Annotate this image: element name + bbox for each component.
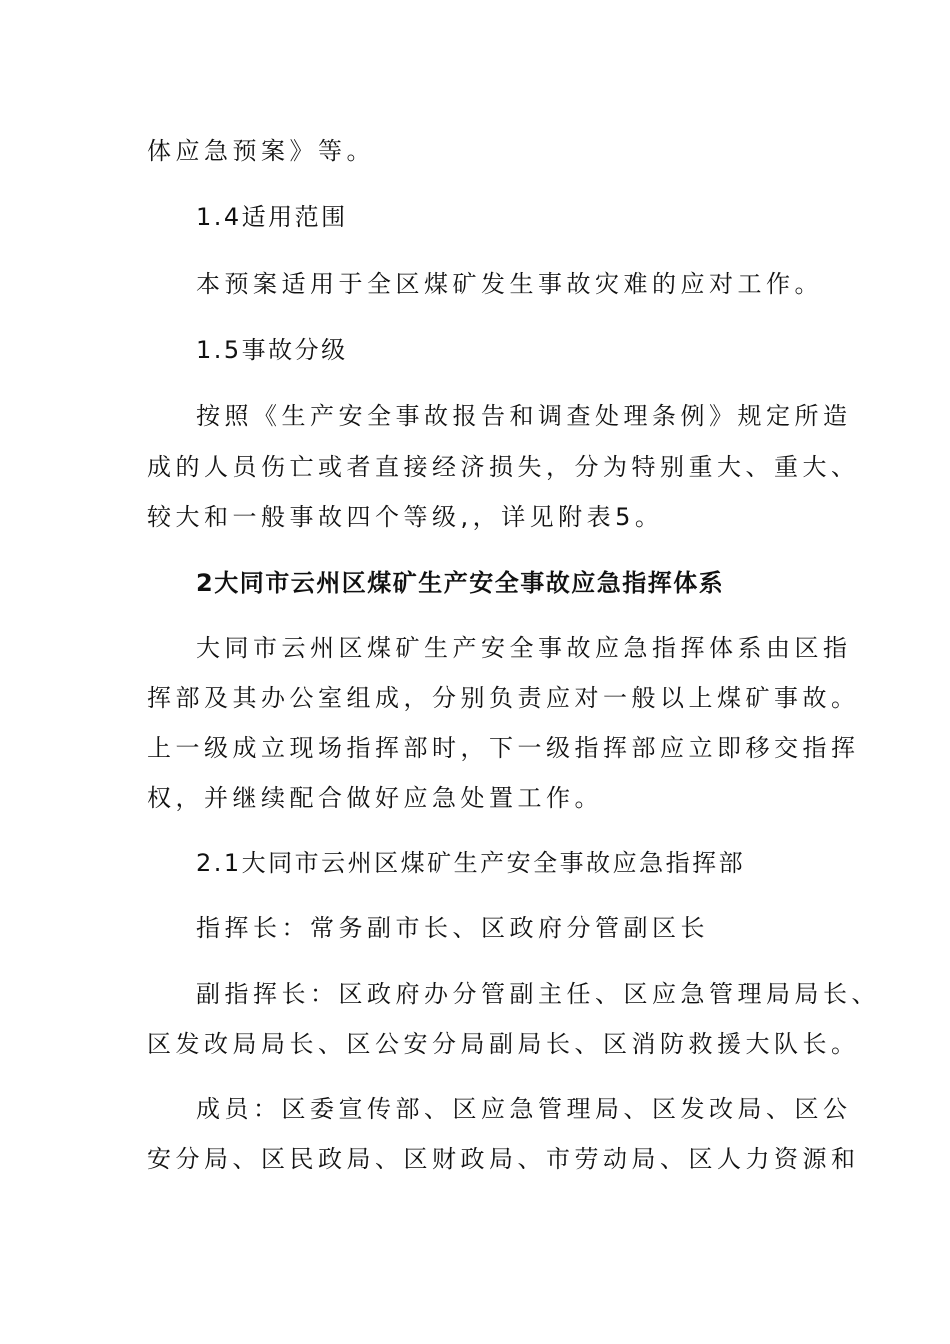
section-heading-2: 2大同市云州区煤矿生产安全事故应急指挥体系 [196, 569, 725, 597]
classification-paragraph-line-2: 成的人员伤亡或者直接经济损失，分为特别重大、重大、 [147, 453, 860, 481]
command-system-paragraph-line-3: 上一级成立现场指挥部时，下一级指挥部应立即移交指挥 [147, 734, 860, 762]
classification-paragraph-line-1: 按照《生产安全事故报告和调查处理条例》规定所造 [196, 402, 852, 430]
paragraph-continuation-line: 体应急预案》等。 [147, 137, 375, 165]
command-system-paragraph-line-4: 权，并继续配合做好应急处置工作。 [147, 784, 603, 812]
command-system-paragraph-line-2: 挥部及其办公室组成，分别负责应对一般以上煤矿事故。 [147, 684, 860, 712]
section-heading-1-5: 1.5事故分级 [196, 336, 348, 364]
classification-paragraph-line-3: 较大和一般事故四个等级,，详见附表5。 [147, 503, 664, 531]
deputy-commander-line-1: 副指挥长：区政府办分管副主任、区应急管理局局长、 [196, 980, 880, 1008]
section-heading-1-4: 1.4适用范围 [196, 203, 348, 231]
members-line-2: 安分局、区民政局、区财政局、市劳动局、区人力资源和 [147, 1145, 860, 1173]
members-line-1: 成员：区委宣传部、区应急管理局、区发改局、区公 [196, 1095, 852, 1123]
section-heading-2-1: 2.1大同市云州区煤矿生产安全事故应急指挥部 [196, 849, 746, 877]
command-system-paragraph-line-1: 大同市云州区煤矿生产安全事故应急指挥体系由区指 [196, 634, 852, 662]
scope-paragraph-line: 本预案适用于全区煤矿发生事故灾难的应对工作。 [196, 270, 823, 298]
deputy-commander-line-2: 区发改局局长、区公安分局副局长、区消防救援大队长。 [147, 1030, 860, 1058]
commander-line: 指挥长：常务副市长、区政府分管副区长 [196, 914, 709, 942]
